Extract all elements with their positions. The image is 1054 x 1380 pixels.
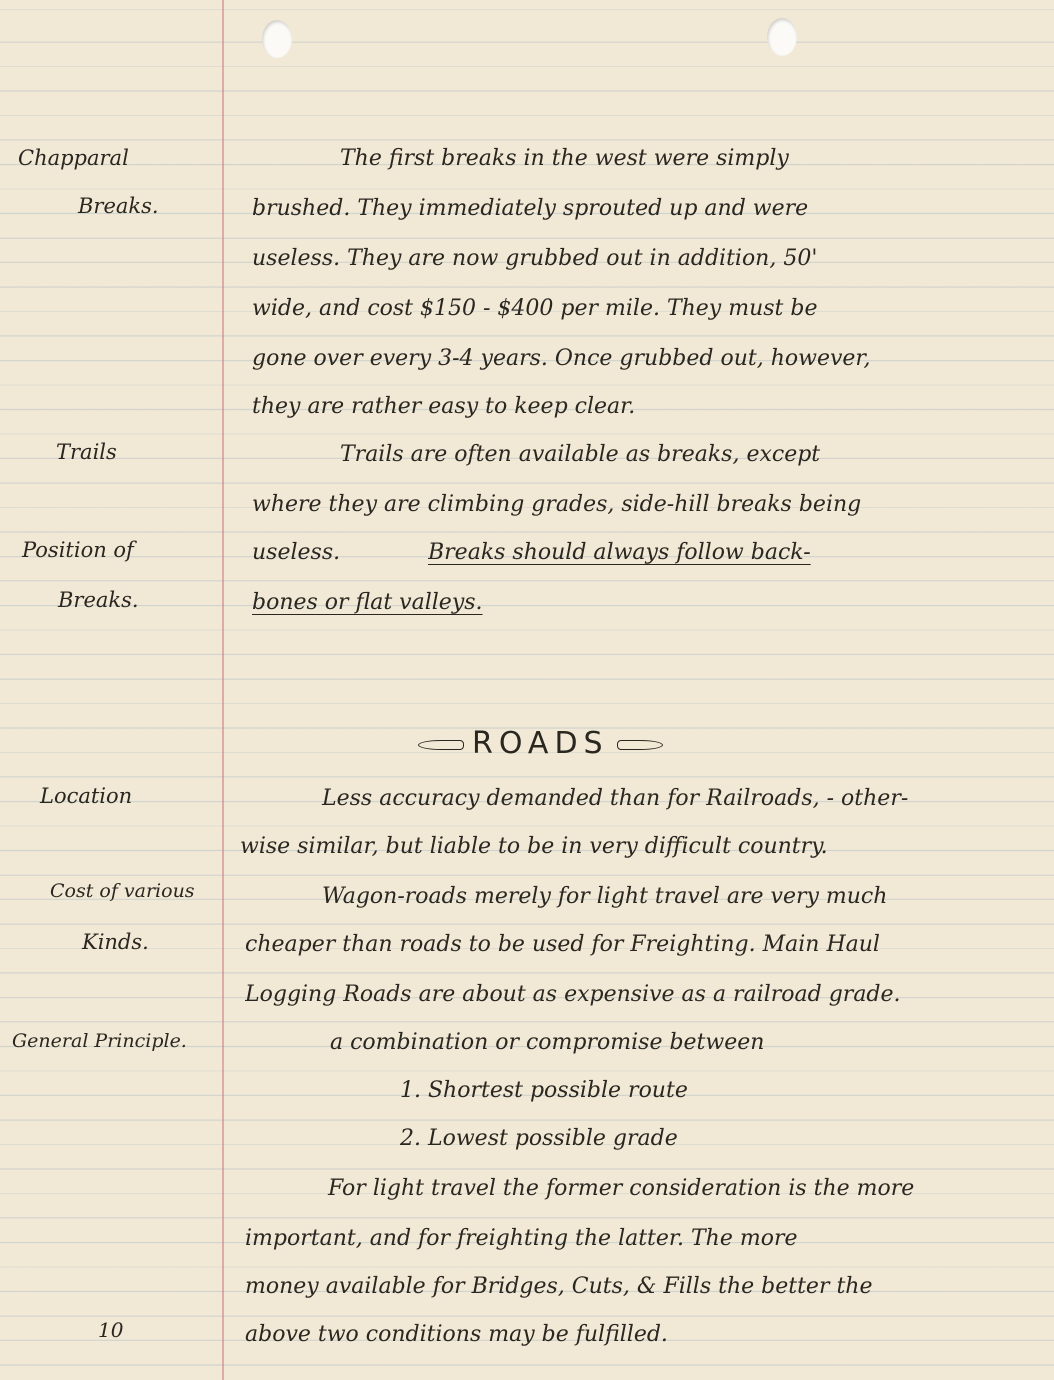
roads-line: Wagon-roads merely for light travel are very much bbox=[322, 884, 888, 909]
roads-line: cheaper than roads to be used for Freighting. Main Haul bbox=[245, 932, 880, 957]
body-line: they are rather easy to keep clear. bbox=[252, 394, 636, 419]
underlined-text: Breaks should always follow back- bbox=[428, 540, 811, 565]
margin-note-breaks-2: Breaks. bbox=[58, 588, 139, 612]
body-line: wide, and cost $150 - $400 per mile. They must be bbox=[252, 296, 818, 321]
body-line: Trails are often available as breaks, except bbox=[340, 442, 821, 467]
roads-line: above two conditions may be fulfilled. bbox=[245, 1322, 668, 1347]
list-item: 1. Shortest possible route bbox=[400, 1078, 688, 1103]
margin-rule bbox=[222, 0, 224, 1380]
body-line: where they are climbing grades, side-hill breaks being bbox=[252, 492, 862, 517]
roads-line: important, and for freighting the latter. The more bbox=[245, 1226, 798, 1251]
margin-note-general-principle: General Principle. bbox=[12, 1030, 187, 1052]
margin-note-kinds: Kinds. bbox=[82, 930, 149, 954]
roads-line: Logging Roads are about as expensive as a railroad grade. bbox=[245, 982, 901, 1007]
roads-line: Less accuracy demanded than for Railroads, - other- bbox=[322, 786, 909, 811]
heading-ornament bbox=[617, 740, 663, 750]
body-line: useless. bbox=[252, 540, 341, 565]
body-line: useless. They are now grubbed out in addition, 50' bbox=[252, 246, 818, 271]
body-line: brushed. They immediately sprouted up and were bbox=[252, 196, 809, 221]
roads-line: a combination or compromise between bbox=[330, 1030, 765, 1055]
margin-note-trails: Trails bbox=[56, 440, 117, 464]
margin-note-chapparal: Chapparal bbox=[18, 146, 129, 170]
roads-line: wise similar, but liable to be in very difficult country. bbox=[240, 834, 828, 859]
roads-line: For light travel the former consideration is the more bbox=[328, 1176, 915, 1201]
body-line: The first breaks in the west were simply bbox=[340, 146, 789, 171]
roads-line: money available for Bridges, Cuts, & Fills the better the bbox=[245, 1274, 873, 1299]
margin-note-breaks: Breaks. bbox=[78, 194, 159, 218]
underlined-text: bones or flat valleys. bbox=[252, 590, 483, 615]
margin-note-position: Position of bbox=[22, 538, 134, 562]
list-item: 2. Lowest possible grade bbox=[400, 1126, 678, 1151]
page-number: 10 bbox=[98, 1318, 124, 1342]
body-line: gone over every 3-4 years. Once grubbed out, however, bbox=[252, 346, 871, 371]
heading-ornament bbox=[418, 740, 464, 750]
punch-hole bbox=[262, 20, 292, 58]
punch-hole bbox=[767, 18, 797, 56]
section-heading bbox=[410, 726, 671, 761]
margin-note-location: Location bbox=[40, 784, 133, 808]
margin-note-cost: Cost of various bbox=[50, 880, 195, 902]
heading-text: ROADS bbox=[472, 726, 609, 761]
